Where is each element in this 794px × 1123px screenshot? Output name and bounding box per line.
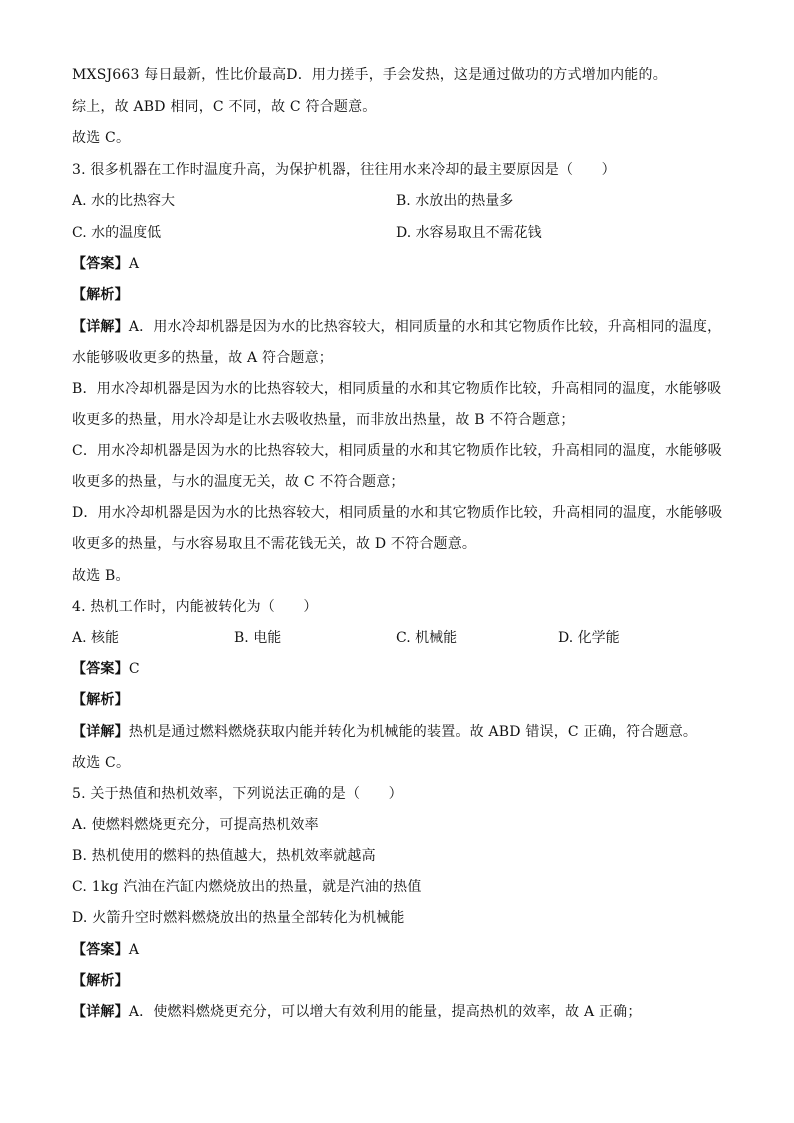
q3-option-b: B. 水放出的热量多 — [396, 193, 514, 209]
q5-analysis — [72, 970, 129, 992]
q4-detail-line — [72, 721, 697, 743]
q3-detail-line: 收更多的热量，与水的温度无关，故 C 不符合题意； — [72, 474, 405, 490]
answer-tag: 【答案】 — [72, 942, 129, 958]
q3-detail-line: D．用水冷却机器是因为水的比热容较大，相同质量的水和其它物质作比较，升高相同的温度，水能够吸 — [72, 505, 723, 521]
q5-option-d: D. 火箭升空时燃料燃烧放出的热量全部转化为机械能 — [72, 910, 405, 926]
q5-option-c: C. 1kg 汽油在汽缸内燃烧放出的热量，就是汽油的热值 — [72, 879, 422, 895]
q3-answer — [72, 253, 139, 275]
q3-option-c: C. 水的温度低 — [72, 225, 162, 241]
summary-line: 综上，故 ABD 相同，C 不同，故 C 符合题意。 — [72, 99, 377, 115]
header-line — [72, 64, 667, 86]
q3-detail-line: B．用水冷却机器是因为水的比热容较大，相同质量的水和其它物质作比较，升高相同的温度，水能够吸 — [72, 381, 722, 397]
analysis-tag: 【解析】 — [72, 973, 129, 989]
answer-value: A — [128, 942, 140, 958]
q4-option-b: B. 电能 — [234, 630, 282, 646]
question-5-stem: 5. 关于热值和热机效率，下列说法正确的是（ ） — [72, 786, 403, 802]
answer-value: A — [128, 256, 140, 272]
answer-tag: 【答案】 — [72, 661, 129, 677]
q3-detail-line: C．用水冷却机器是因为水的比热容较大，相同质量的水和其它物质作比较，升高相同的温度，水能够吸 — [72, 443, 722, 459]
watermark-text: MXSJ663 每日最新，性比价最高 — [72, 67, 287, 83]
detail-text: A．使燃料燃烧更充分，可以增大有效利用的能量，提高热机的效率，故 A 正确； — [128, 1004, 642, 1020]
answer-tag: 【答案】 — [72, 256, 129, 272]
detail-text: 热机是通过燃料燃烧获取内能并转化为机械能的装置。故 ABD 错误，C 正确，符合题意。 — [128, 724, 698, 740]
q4-option-a: A. 核能 — [72, 630, 120, 646]
q5-answer — [72, 939, 139, 961]
question-3-stem: 3. 很多机器在工作时温度升高，为保护机器，往往用水来冷却的最主要原因是（ ） — [72, 162, 616, 178]
q5-detail-line — [72, 1001, 642, 1023]
q3-conclusion: 故选 B。 — [72, 568, 130, 584]
detail-tag: 【详解】 — [72, 724, 129, 740]
header-text: D．用力搓手，手会发热，这是通过做功的方式增加内能的。 — [286, 67, 667, 83]
detail-text: A．用水冷却机器是因为水的比热容较大，相同质量的水和其它物质作比较，升高相同的温度， — [128, 319, 722, 335]
q3-detail-line — [72, 316, 721, 338]
conclusion-line: 故选 C。 — [72, 130, 131, 146]
q4-answer — [72, 658, 140, 680]
analysis-tag: 【解析】 — [72, 287, 129, 303]
q4-option-d: D. 化学能 — [558, 630, 620, 646]
q4-analysis — [72, 689, 129, 711]
q4-option-c: C. 机械能 — [396, 630, 458, 646]
detail-tag: 【详解】 — [72, 1004, 129, 1020]
q4-conclusion: 故选 C。 — [72, 755, 131, 771]
question-4-stem: 4. 热机工作时，内能被转化为（ ） — [72, 599, 318, 615]
q5-option-b: B. 热机使用的燃料的热值越大，热机效率就越高 — [72, 848, 376, 864]
analysis-tag: 【解析】 — [72, 692, 129, 708]
detail-tag: 【详解】 — [72, 319, 129, 335]
q3-detail-line: 水能够吸收更多的热量，故 A 符合题意； — [72, 350, 334, 366]
q3-option-d: D. 水容易取且不需花钱 — [396, 225, 542, 241]
q3-analysis — [72, 284, 129, 306]
q3-option-a: A. 水的比热容大 — [72, 193, 176, 209]
q3-detail-line: 收更多的热量，用水冷却是让水去吸收热量，而非放出热量，故 B 不符合题意； — [72, 412, 575, 428]
q3-detail-line: 收更多的热量，与水容易取且不需花钱无关，故 D 不符合题意。 — [72, 536, 477, 552]
answer-value: C — [128, 661, 140, 677]
q5-option-a: A. 使燃料燃烧更充分，可提高热机效率 — [72, 817, 319, 833]
